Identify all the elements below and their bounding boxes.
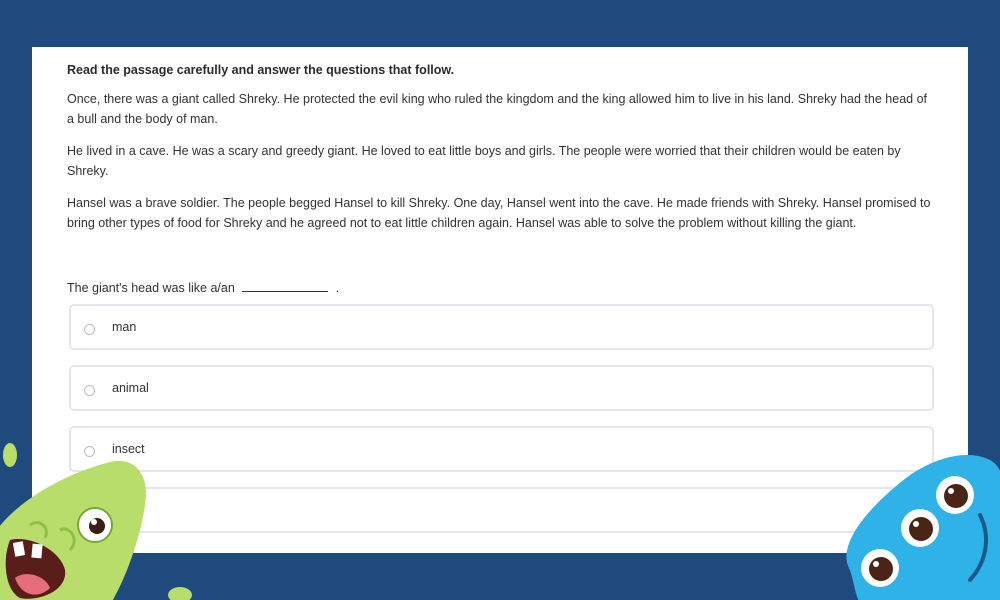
passage-paragraph-3: Hansel was a brave soldier. The people begged Hansel to kill Shreky. One day, Hansel went into the cave. He made friends with Shreky. Hansel promised to bring other types of food for Shreky and he agreed not to eat little children again. Hansel was able to solve the problem without killing the giant. bbox=[67, 196, 931, 230]
green-monster-illustration bbox=[0, 430, 200, 600]
passage bbox=[67, 47, 935, 233]
question-suffix: . bbox=[335, 281, 340, 295]
blue-monster-eye-1 bbox=[936, 476, 974, 514]
option-animal[interactable] bbox=[69, 365, 934, 411]
answer-blank bbox=[242, 290, 328, 292]
passage-paragraph-2: He lived in a cave. He was a scary and greedy giant. He loved to eat little boys and girls. The people were worried that their children would be eaten by Shreky. bbox=[67, 144, 901, 178]
green-monster-eye bbox=[78, 508, 112, 542]
option-label: man bbox=[112, 320, 137, 334]
instructions-text: Read the passage carefully and answer the questions that follow. bbox=[67, 63, 455, 77]
question-text bbox=[67, 281, 339, 295]
question-prefix: The giant's head was like a/an bbox=[67, 281, 235, 295]
radio-button[interactable] bbox=[84, 385, 95, 396]
option-label: insect bbox=[112, 442, 145, 456]
option-man[interactable] bbox=[69, 304, 934, 350]
radio-button[interactable] bbox=[84, 324, 95, 335]
blue-monster-eye-3 bbox=[861, 549, 899, 587]
option-label: animal bbox=[112, 381, 149, 395]
blue-monster-illustration bbox=[830, 450, 1000, 600]
passage-paragraph-1: Once, there was a giant called Shreky. He protected the evil king who ruled the kingdom and the king allowed him to live in his land. Shreky had the head of a bull and the body of man. bbox=[67, 92, 927, 126]
blue-monster-eye-2 bbox=[901, 509, 939, 547]
